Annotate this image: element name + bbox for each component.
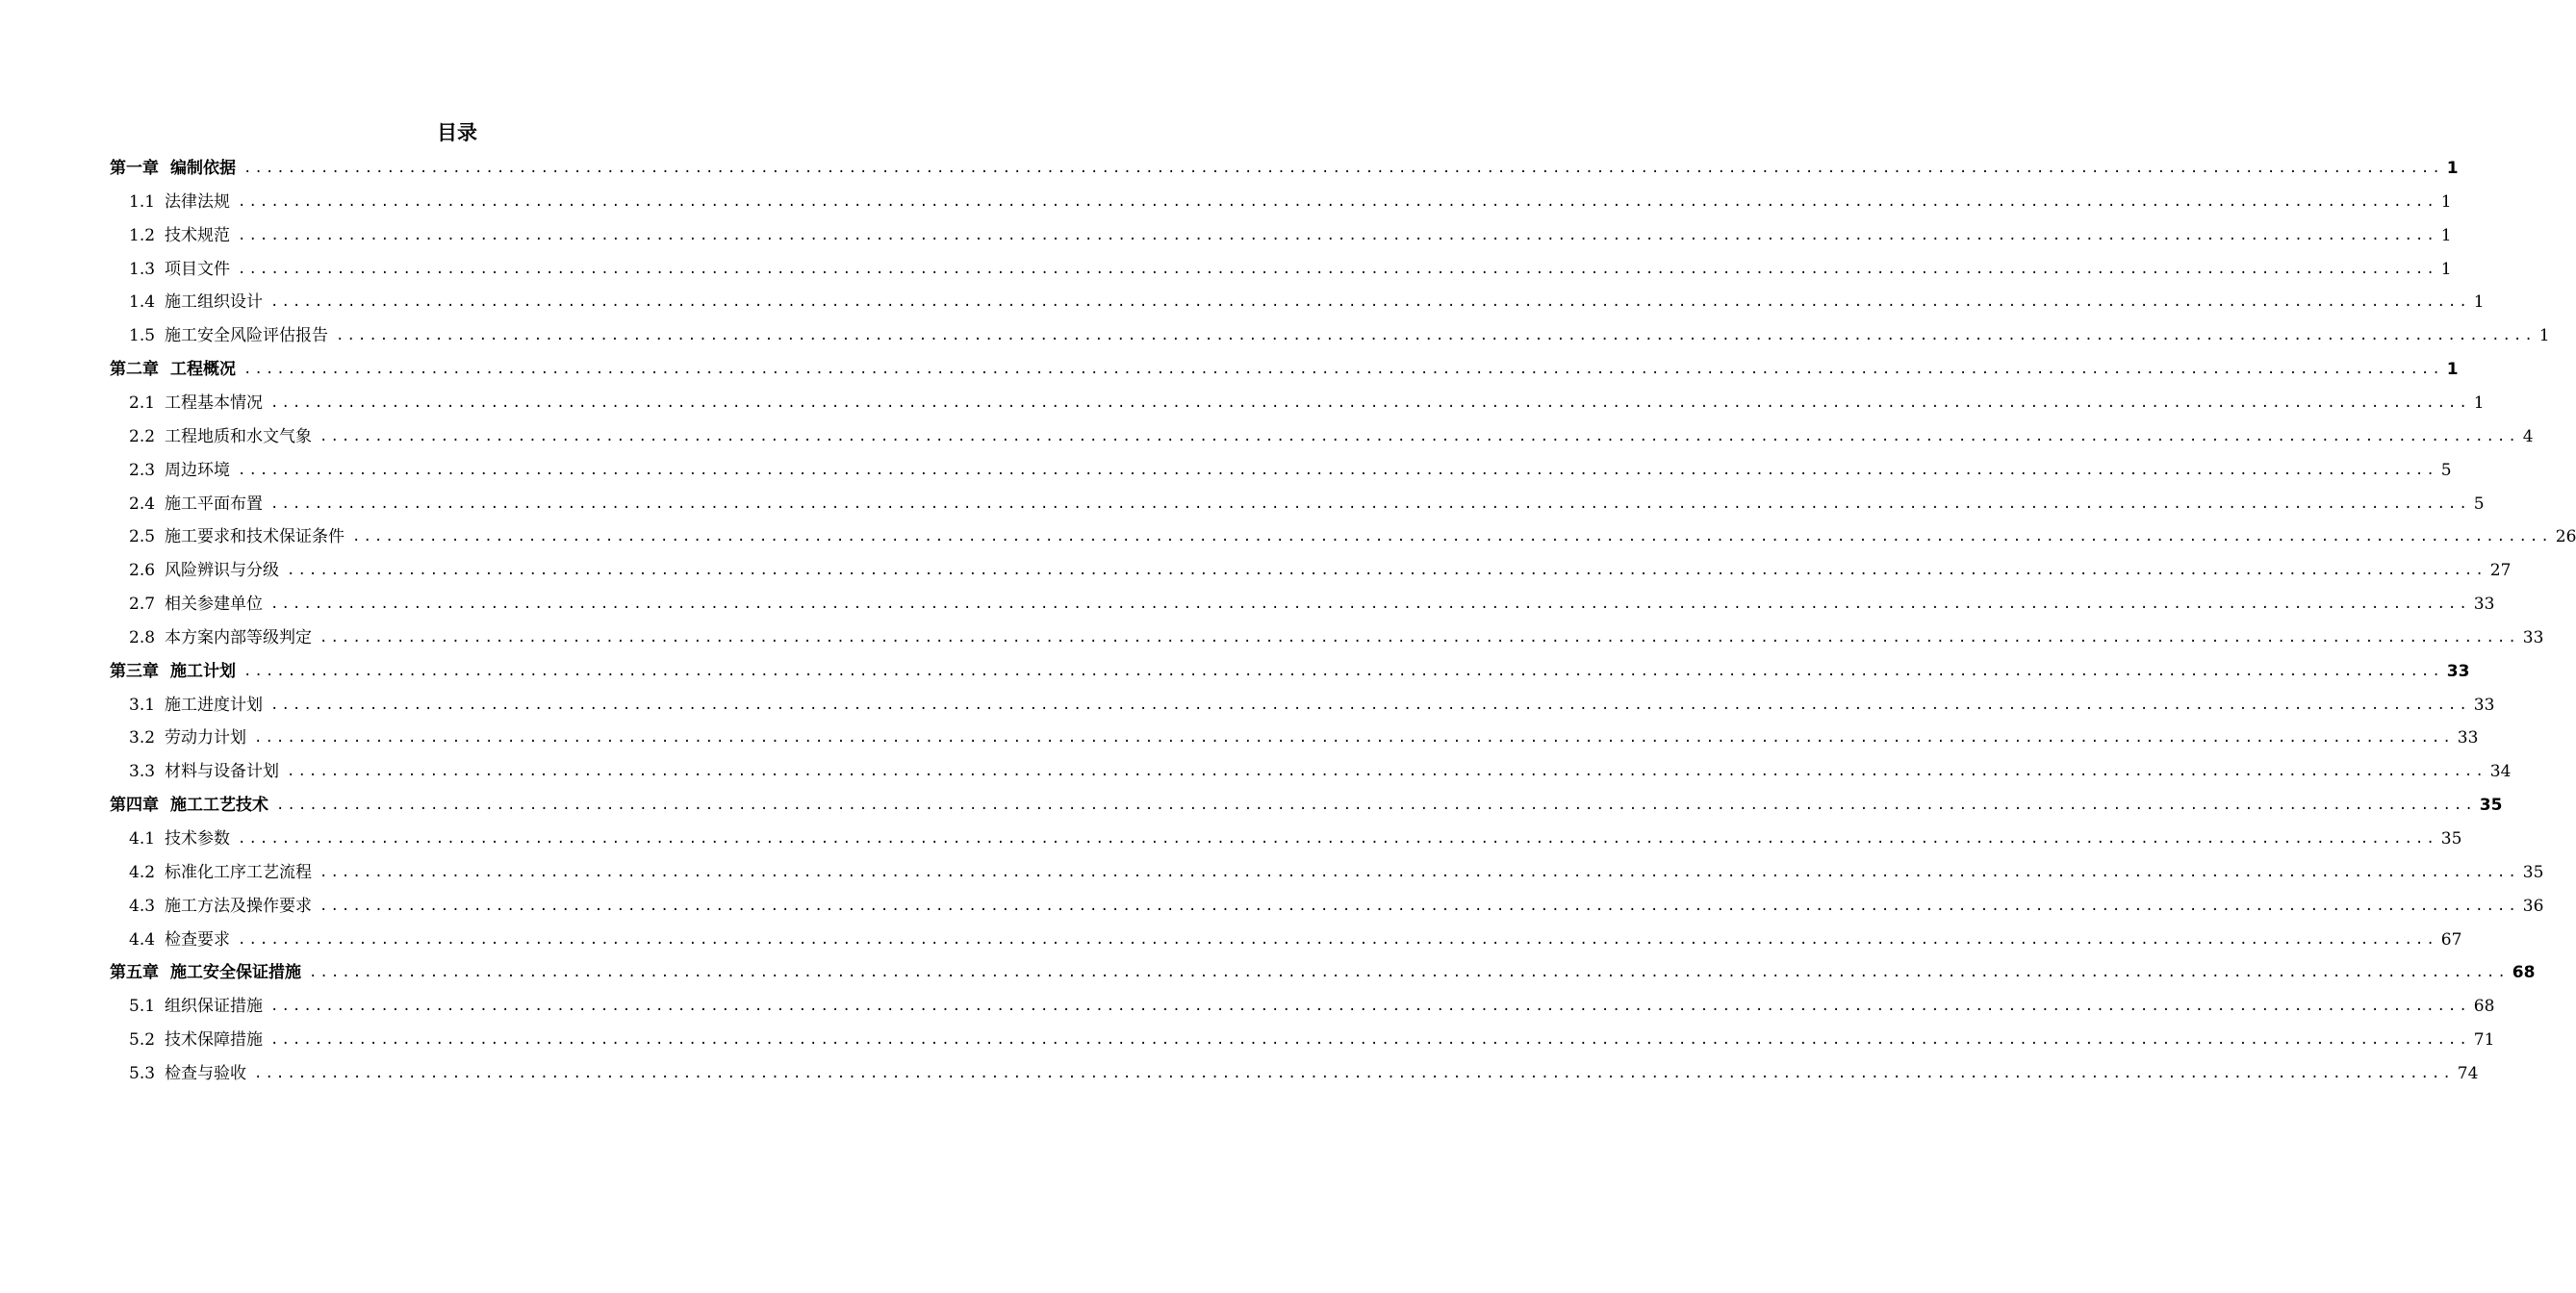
toc-page-number: 36 xyxy=(2522,896,2544,916)
dot-leader: ........................................................................................................................................................................................................ xyxy=(270,999,2470,1015)
toc-entry-title: 材料与设备计划 xyxy=(165,762,280,782)
dot-leader: ........................................................................................................................................................................................................ xyxy=(319,864,2519,880)
toc-entry-number: 1.2 xyxy=(129,225,156,245)
dot-leader: ........................................................................................................................................................................................................ xyxy=(287,563,2487,579)
toc-entry-number: 2.5 xyxy=(129,527,156,547)
dot-leader: ........................................................................................................................................................................................................ xyxy=(270,697,2470,713)
toc-page-number: 33 xyxy=(2522,627,2544,647)
toc-page-number: 26 xyxy=(2555,527,2576,547)
toc-page-number: 1 xyxy=(2440,191,2452,212)
toc-entry-number: 3.3 xyxy=(129,762,156,782)
toc-page-number: 4 xyxy=(2522,426,2534,446)
toc-page-number: 1 xyxy=(2446,360,2459,380)
toc-entry-title: 周边环境 xyxy=(165,460,231,480)
toc-entry-label xyxy=(129,253,230,287)
toc-entry-number: 第三章 xyxy=(110,661,159,681)
toc-page-number: 33 xyxy=(2473,595,2495,615)
toc-page-number: 1 xyxy=(2440,225,2452,245)
toc-entry-label xyxy=(129,186,230,219)
toc-entry-label xyxy=(129,488,263,521)
toc-entry-number: 4.4 xyxy=(129,929,156,950)
toc-entry-label xyxy=(129,621,312,655)
toc-entry-label xyxy=(129,219,230,253)
toc-section-entry[interactable] xyxy=(129,755,2512,789)
toc-entry-label xyxy=(129,890,312,924)
toc-entry-label xyxy=(110,956,301,990)
toc-page-number: 35 xyxy=(2479,796,2503,816)
toc-entry-title: 工程概况 xyxy=(170,360,236,380)
toc-section-entry[interactable] xyxy=(129,387,2485,420)
toc-entry-title: 工程基本情况 xyxy=(165,393,264,413)
toc-section-entry[interactable] xyxy=(129,621,2544,655)
toc-entry-number: 2.4 xyxy=(129,494,156,514)
toc-entry-number: 5.3 xyxy=(129,1063,156,1083)
dot-leader: ........................................................................................................................................................................................................ xyxy=(270,294,2470,311)
toc-entry-label xyxy=(110,152,236,186)
toc-entry-title: 组织保证措施 xyxy=(165,997,264,1017)
toc-page-number: 35 xyxy=(2440,829,2462,849)
dot-leader: ........................................................................................................................................................................................................ xyxy=(238,931,2437,948)
toc-section-entry[interactable] xyxy=(129,890,2544,924)
toc-entry-label xyxy=(129,520,344,554)
toc-entry-number: 第五章 xyxy=(110,963,159,983)
toc-section-entry[interactable] xyxy=(129,924,2462,957)
toc-chapter-entry[interactable] xyxy=(110,353,2459,387)
toc-entry-number: 3.2 xyxy=(129,728,156,748)
dot-leader: ........................................................................................................................................................................................................ xyxy=(270,596,2470,613)
toc-entry-title: 劳动力计划 xyxy=(165,728,247,748)
toc-entry-label xyxy=(129,554,279,588)
toc-entry-number: 第二章 xyxy=(110,360,159,380)
toc-entry-title: 施工进度计划 xyxy=(165,695,264,715)
toc-entry-number: 第一章 xyxy=(110,159,159,178)
toc-page-number: 1 xyxy=(2473,292,2485,313)
toc-entry-title: 施工计划 xyxy=(170,661,236,681)
toc-section-entry[interactable] xyxy=(129,454,2452,488)
toc-entry-title: 施工组织设计 xyxy=(165,292,264,313)
dot-leader: ........................................................................................................................................................................................................ xyxy=(287,764,2487,780)
toc-page-number: 33 xyxy=(2446,661,2470,681)
toc-entry-label xyxy=(129,1057,246,1091)
toc-page-number: 1 xyxy=(2473,393,2485,413)
toc-entry-title: 本方案内部等级判定 xyxy=(165,627,313,647)
dot-leader: ........................................................................................................................................................................................................ xyxy=(309,965,2509,981)
toc-entry-number: 1.4 xyxy=(129,292,156,313)
toc-section-entry[interactable] xyxy=(129,722,2479,755)
dot-leader: ........................................................................................................................................................................................................ xyxy=(270,495,2470,512)
toc-page-number: 67 xyxy=(2440,929,2462,950)
toc-chapter-entry[interactable] xyxy=(110,655,2470,689)
dot-leader: ........................................................................................................................................................................................................ xyxy=(319,898,2519,914)
toc-page-number: 33 xyxy=(2473,695,2495,715)
toc-entry-title: 风险辨识与分级 xyxy=(165,561,280,581)
dot-leader: ........................................................................................................................................................................................................ xyxy=(319,428,2519,444)
toc-entry-label xyxy=(129,1024,263,1057)
toc-page-number: 5 xyxy=(2473,494,2485,514)
toc-entry-title: 施工安全风险评估报告 xyxy=(165,326,329,346)
toc-section-entry[interactable] xyxy=(129,488,2485,521)
toc-page-number: 71 xyxy=(2473,1030,2495,1051)
dot-leader: ........................................................................................................................................................................................................ xyxy=(243,362,2443,378)
toc-entry-label xyxy=(129,856,312,890)
toc-chapter-entry[interactable] xyxy=(110,789,2503,823)
toc-entry-title: 法律法规 xyxy=(165,191,231,212)
dot-leader: ........................................................................................................................................................................................................ xyxy=(243,663,2443,679)
toc-entry-number: 2.3 xyxy=(129,460,156,480)
dot-leader: ........................................................................................................................................................................................................ xyxy=(319,629,2519,646)
toc-entry-number: 第四章 xyxy=(110,796,159,816)
toc-page-number: 1 xyxy=(2538,326,2550,346)
toc-entry-label xyxy=(129,924,230,957)
toc-entry-title: 施工要求和技术保证条件 xyxy=(165,527,345,547)
dot-leader: ........................................................................................................................................................................................................ xyxy=(238,462,2437,478)
toc-section-entry[interactable] xyxy=(129,186,2452,219)
toc-section-entry[interactable] xyxy=(129,990,2495,1024)
dot-leader: ........................................................................................................................................................................................................ xyxy=(270,394,2470,411)
toc-section-entry[interactable] xyxy=(129,319,2550,353)
toc-page-number: 74 xyxy=(2457,1063,2479,1083)
toc-entry-number: 1.1 xyxy=(129,191,156,212)
toc-section-entry[interactable] xyxy=(129,253,2452,287)
toc-section-entry[interactable] xyxy=(129,823,2462,856)
toc-page-number: 1 xyxy=(2440,259,2452,279)
toc-entry-number: 3.1 xyxy=(129,695,156,715)
toc-section-entry[interactable] xyxy=(129,856,2544,890)
toc-entry-title: 检查与验收 xyxy=(165,1063,247,1083)
toc-entry-number: 2.8 xyxy=(129,627,156,647)
toc-entry-label xyxy=(129,990,263,1024)
toc-page-number: 5 xyxy=(2440,460,2452,480)
toc-section-entry[interactable] xyxy=(129,286,2485,319)
dot-leader: ........................................................................................................................................................................................................ xyxy=(243,161,2443,176)
toc-entry-label xyxy=(129,420,312,454)
toc-page-number: 34 xyxy=(2489,762,2512,782)
toc-entry-title: 检查要求 xyxy=(165,929,231,950)
dot-leader: ........................................................................................................................................................................................................ xyxy=(276,798,2476,814)
toc-entry-number: 4.3 xyxy=(129,896,156,916)
toc-entry-title: 施工安全保证措施 xyxy=(170,963,301,983)
toc-entry-title: 施工方法及操作要求 xyxy=(165,896,313,916)
toc-entry-title: 项目文件 xyxy=(165,259,231,279)
toc-page-number: 68 xyxy=(2512,963,2536,983)
toc-entry-label xyxy=(129,588,263,621)
toc-entry-title: 施工平面布置 xyxy=(165,494,264,514)
toc-page-number: 68 xyxy=(2473,997,2495,1017)
toc-section-entry[interactable] xyxy=(129,554,2512,588)
toc-page-number: 27 xyxy=(2489,561,2512,581)
toc-section-entry[interactable] xyxy=(129,520,2576,554)
toc-entry-label xyxy=(129,722,246,755)
dot-leader: ........................................................................................................................................................................................................ xyxy=(238,227,2437,243)
toc-entry-number: 4.1 xyxy=(129,829,156,849)
toc-entry-label xyxy=(110,353,236,387)
toc-entry-label xyxy=(129,387,263,420)
dot-leader: ........................................................................................................................................................................................................ xyxy=(254,730,2454,747)
toc-page-number: 35 xyxy=(2522,862,2544,882)
toc-entry-number: 2.6 xyxy=(129,561,156,581)
toc-entry-number: 5.1 xyxy=(129,997,156,1017)
toc-entry-label xyxy=(129,823,230,856)
toc-section-entry[interactable] xyxy=(129,1024,2495,1057)
toc-section-entry[interactable] xyxy=(129,219,2452,253)
toc-section-entry[interactable] xyxy=(129,1057,2479,1091)
toc-entry-label xyxy=(129,454,230,488)
toc-entry-number: 4.2 xyxy=(129,862,156,882)
toc-entry-title: 技术保障措施 xyxy=(165,1030,264,1051)
toc-section-entry[interactable] xyxy=(129,420,2534,454)
dot-leader: ........................................................................................................................................................................................................ xyxy=(270,1032,2470,1049)
toc-entry-label xyxy=(129,286,263,319)
toc-entry-label xyxy=(110,789,268,823)
toc-chapter-entry[interactable] xyxy=(110,152,2459,186)
toc-entry-label xyxy=(129,319,328,353)
toc-page-number: 33 xyxy=(2457,728,2479,748)
toc-entry-number: 5.2 xyxy=(129,1030,156,1051)
dot-leader: ........................................................................................................................................................................................................ xyxy=(336,328,2536,344)
toc-entry-title: 技术参数 xyxy=(165,829,231,849)
dot-leader: ........................................................................................................................................................................................................ xyxy=(238,261,2437,277)
dot-leader: ........................................................................................................................................................................................................ xyxy=(352,529,2552,545)
toc-entry-title: 施工工艺技术 xyxy=(170,796,268,816)
toc-entry-title: 技术规范 xyxy=(165,225,231,245)
toc-entry-number: 1.3 xyxy=(129,259,156,279)
toc-entry-label xyxy=(129,689,263,723)
toc-entry-number: 1.5 xyxy=(129,326,156,346)
dot-leader: ........................................................................................................................................................................................................ xyxy=(238,831,2437,847)
toc-entry-title: 工程地质和水文气象 xyxy=(165,426,313,446)
toc-chapter-entry[interactable] xyxy=(110,956,2536,990)
toc-entry-title: 编制依据 xyxy=(170,159,236,178)
toc-entry-number: 2.2 xyxy=(129,426,156,446)
toc-entry-number: 2.7 xyxy=(129,595,156,615)
toc-entry-label xyxy=(129,755,279,789)
dot-leader: ........................................................................................................................................................................................................ xyxy=(238,193,2437,210)
toc-entry-label xyxy=(110,655,236,689)
toc-entry-title: 相关参建单位 xyxy=(165,595,264,615)
toc-section-entry[interactable] xyxy=(129,588,2495,621)
toc-page-number: 1 xyxy=(2446,159,2459,178)
toc-section-entry[interactable] xyxy=(129,689,2495,723)
dot-leader: ........................................................................................................................................................................................................ xyxy=(254,1065,2454,1081)
toc-entry-number: 2.1 xyxy=(129,393,156,413)
toc-entry-title: 标准化工序工艺流程 xyxy=(165,862,313,882)
page-title: 目录 xyxy=(437,121,477,144)
